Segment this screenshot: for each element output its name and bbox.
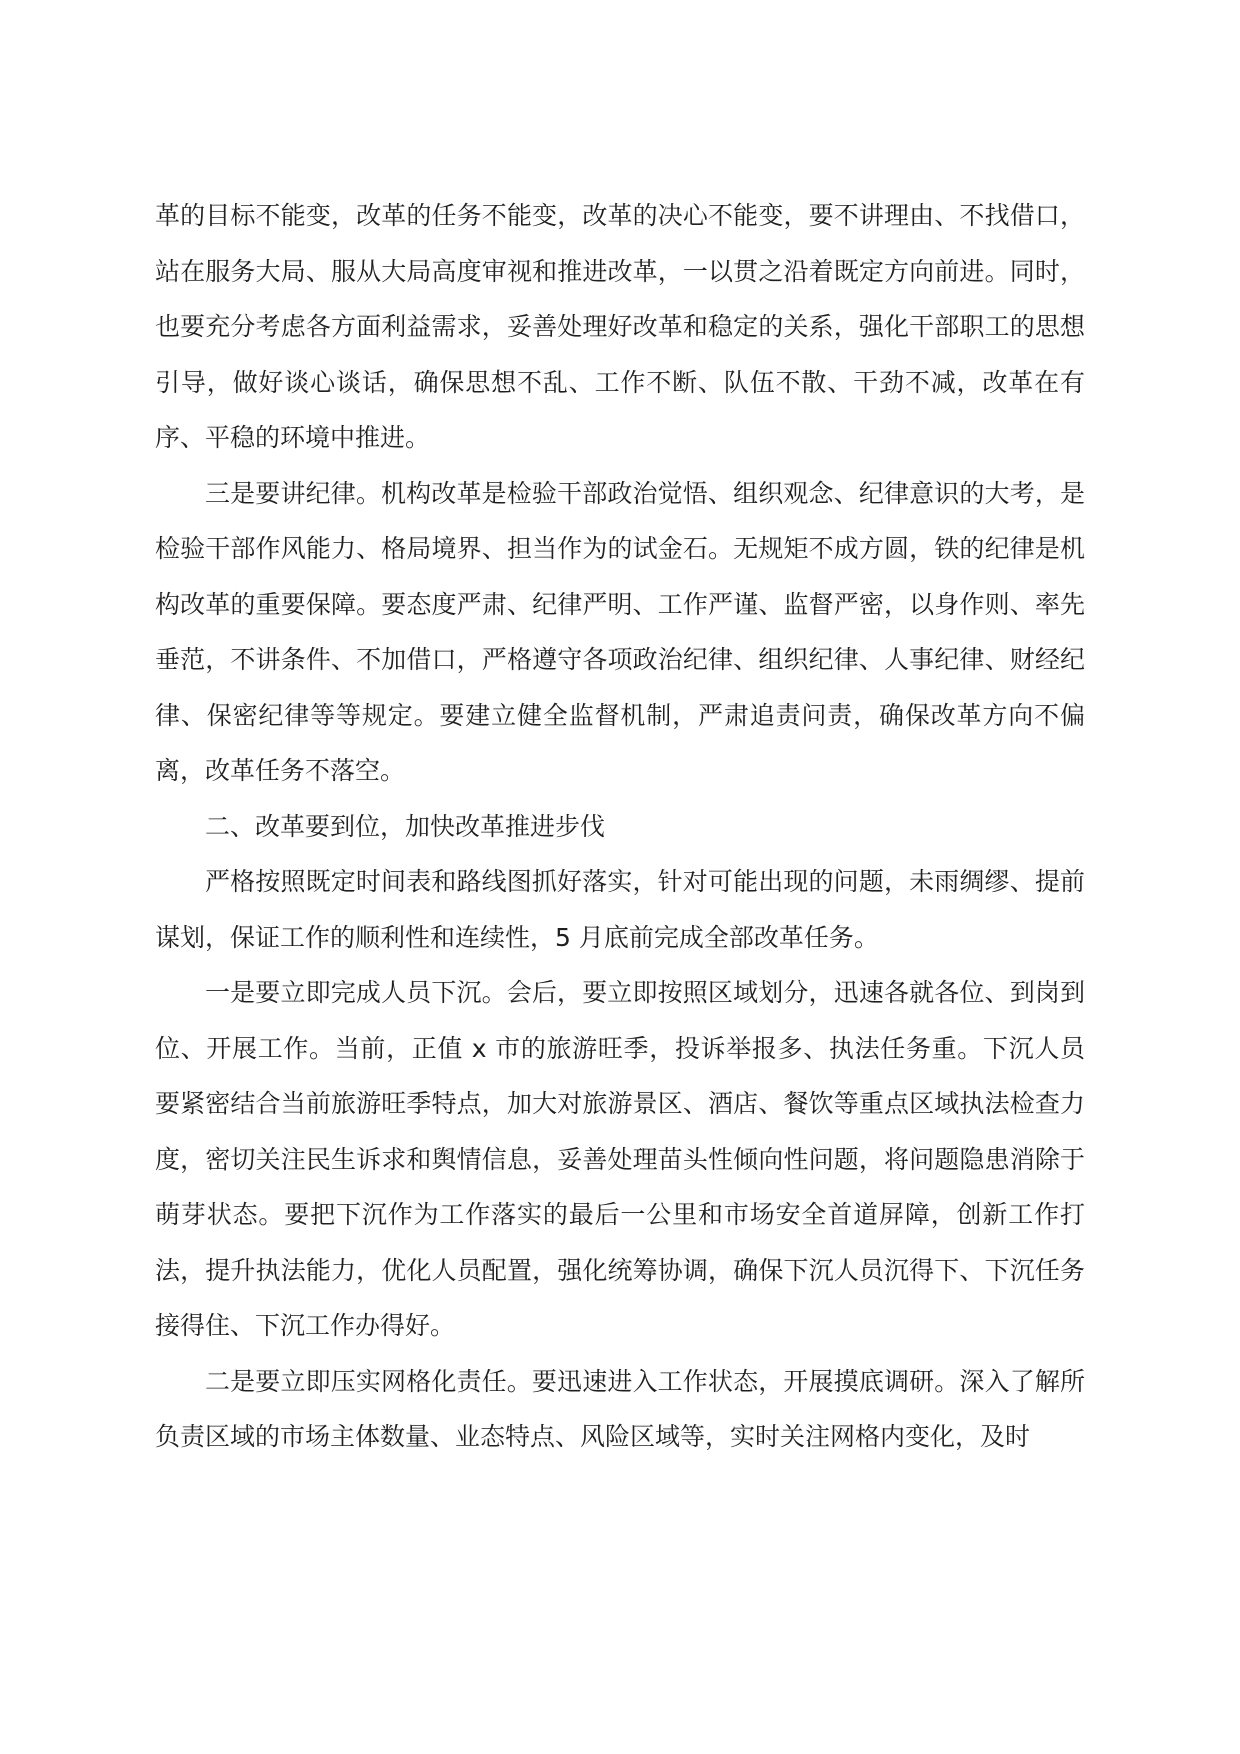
- paragraph-timeline: 严格按照既定时间表和路线图抓好落实，针对可能出现的问题，未雨绸缪、提前谋划，保证工作的顺利性和连续性，5 月底前完成全部改革任务。: [155, 867, 1085, 952]
- paragraph-grid-responsibility: 二是要立即压实网格化责任。要迅速进入工作状态，开展摸底调研。深入了解所负责区域的市场主体数量、业态特点、风险区域等，实时关注网格内变化，及时: [155, 1366, 1085, 1451]
- paragraph-discipline: 三是要讲纪律。机构改革是检验干部政治觉悟、组织观念、纪律意识的大考，是检验干部作风能力、格局境界、担当作为的试金石。无规矩不成方圆，铁的纪律是机构改革的重要保障。要态度严肃、纪律严明、工作严谨、监督严密，以身作则、率先垂范，不讲条件、不加借口，严格遵守各项政治纪律、组织纪律、人事纪律、财经纪律、保密纪律等等规定。要建立健全监督机制，严肃追责问责，确保改革方向不偏离，改革任务不落空。: [155, 478, 1085, 785]
- paragraph-personnel-deployment: 一是要立即完成人员下沉。会后，要立即按照区域划分，迅速各就各位、到岗到位、开展工作。当前，正值 x 市的旅游旺季，投诉举报多、执法任务重。下沉人员要紧密结合当前旅游旺季特点，加大对旅游景区、酒店、餐饮等重点区域执法检查力度，密切关注民生诉求和舆情信息，妥善处理苗头性倾向性问题，将问题隐患消除于萌芽状态。要把下沉作为工作落实的最后一公里和市场安全首道屏障，创新工作打法，提升执法能力，优化人员配置，强化统筹协调，确保下沉人员沉得下、下沉任务接得住、下沉工作办得好。: [155, 978, 1085, 1340]
- document-body: [155, 188, 1085, 1465]
- paragraph-continuation: 革的目标不能变，改革的任务不能变，改革的决心不能变，要不讲理由、不找借口，站在服务大局、服从大局高度审视和推进改革，一以贯之沿着既定方向前进。同时，也要充分考虑各方面利益需求，妥善处理好改革和稳定的关系，强化干部职工的思想引导，做好谈心谈话，确保思想不乱、工作不断、队伍不散、干劲不减，改革在有序、平稳的环境中推进。: [155, 201, 1085, 452]
- section-heading-reform-in-place: 二、改革要到位，加快改革推进步伐: [205, 811, 606, 841]
